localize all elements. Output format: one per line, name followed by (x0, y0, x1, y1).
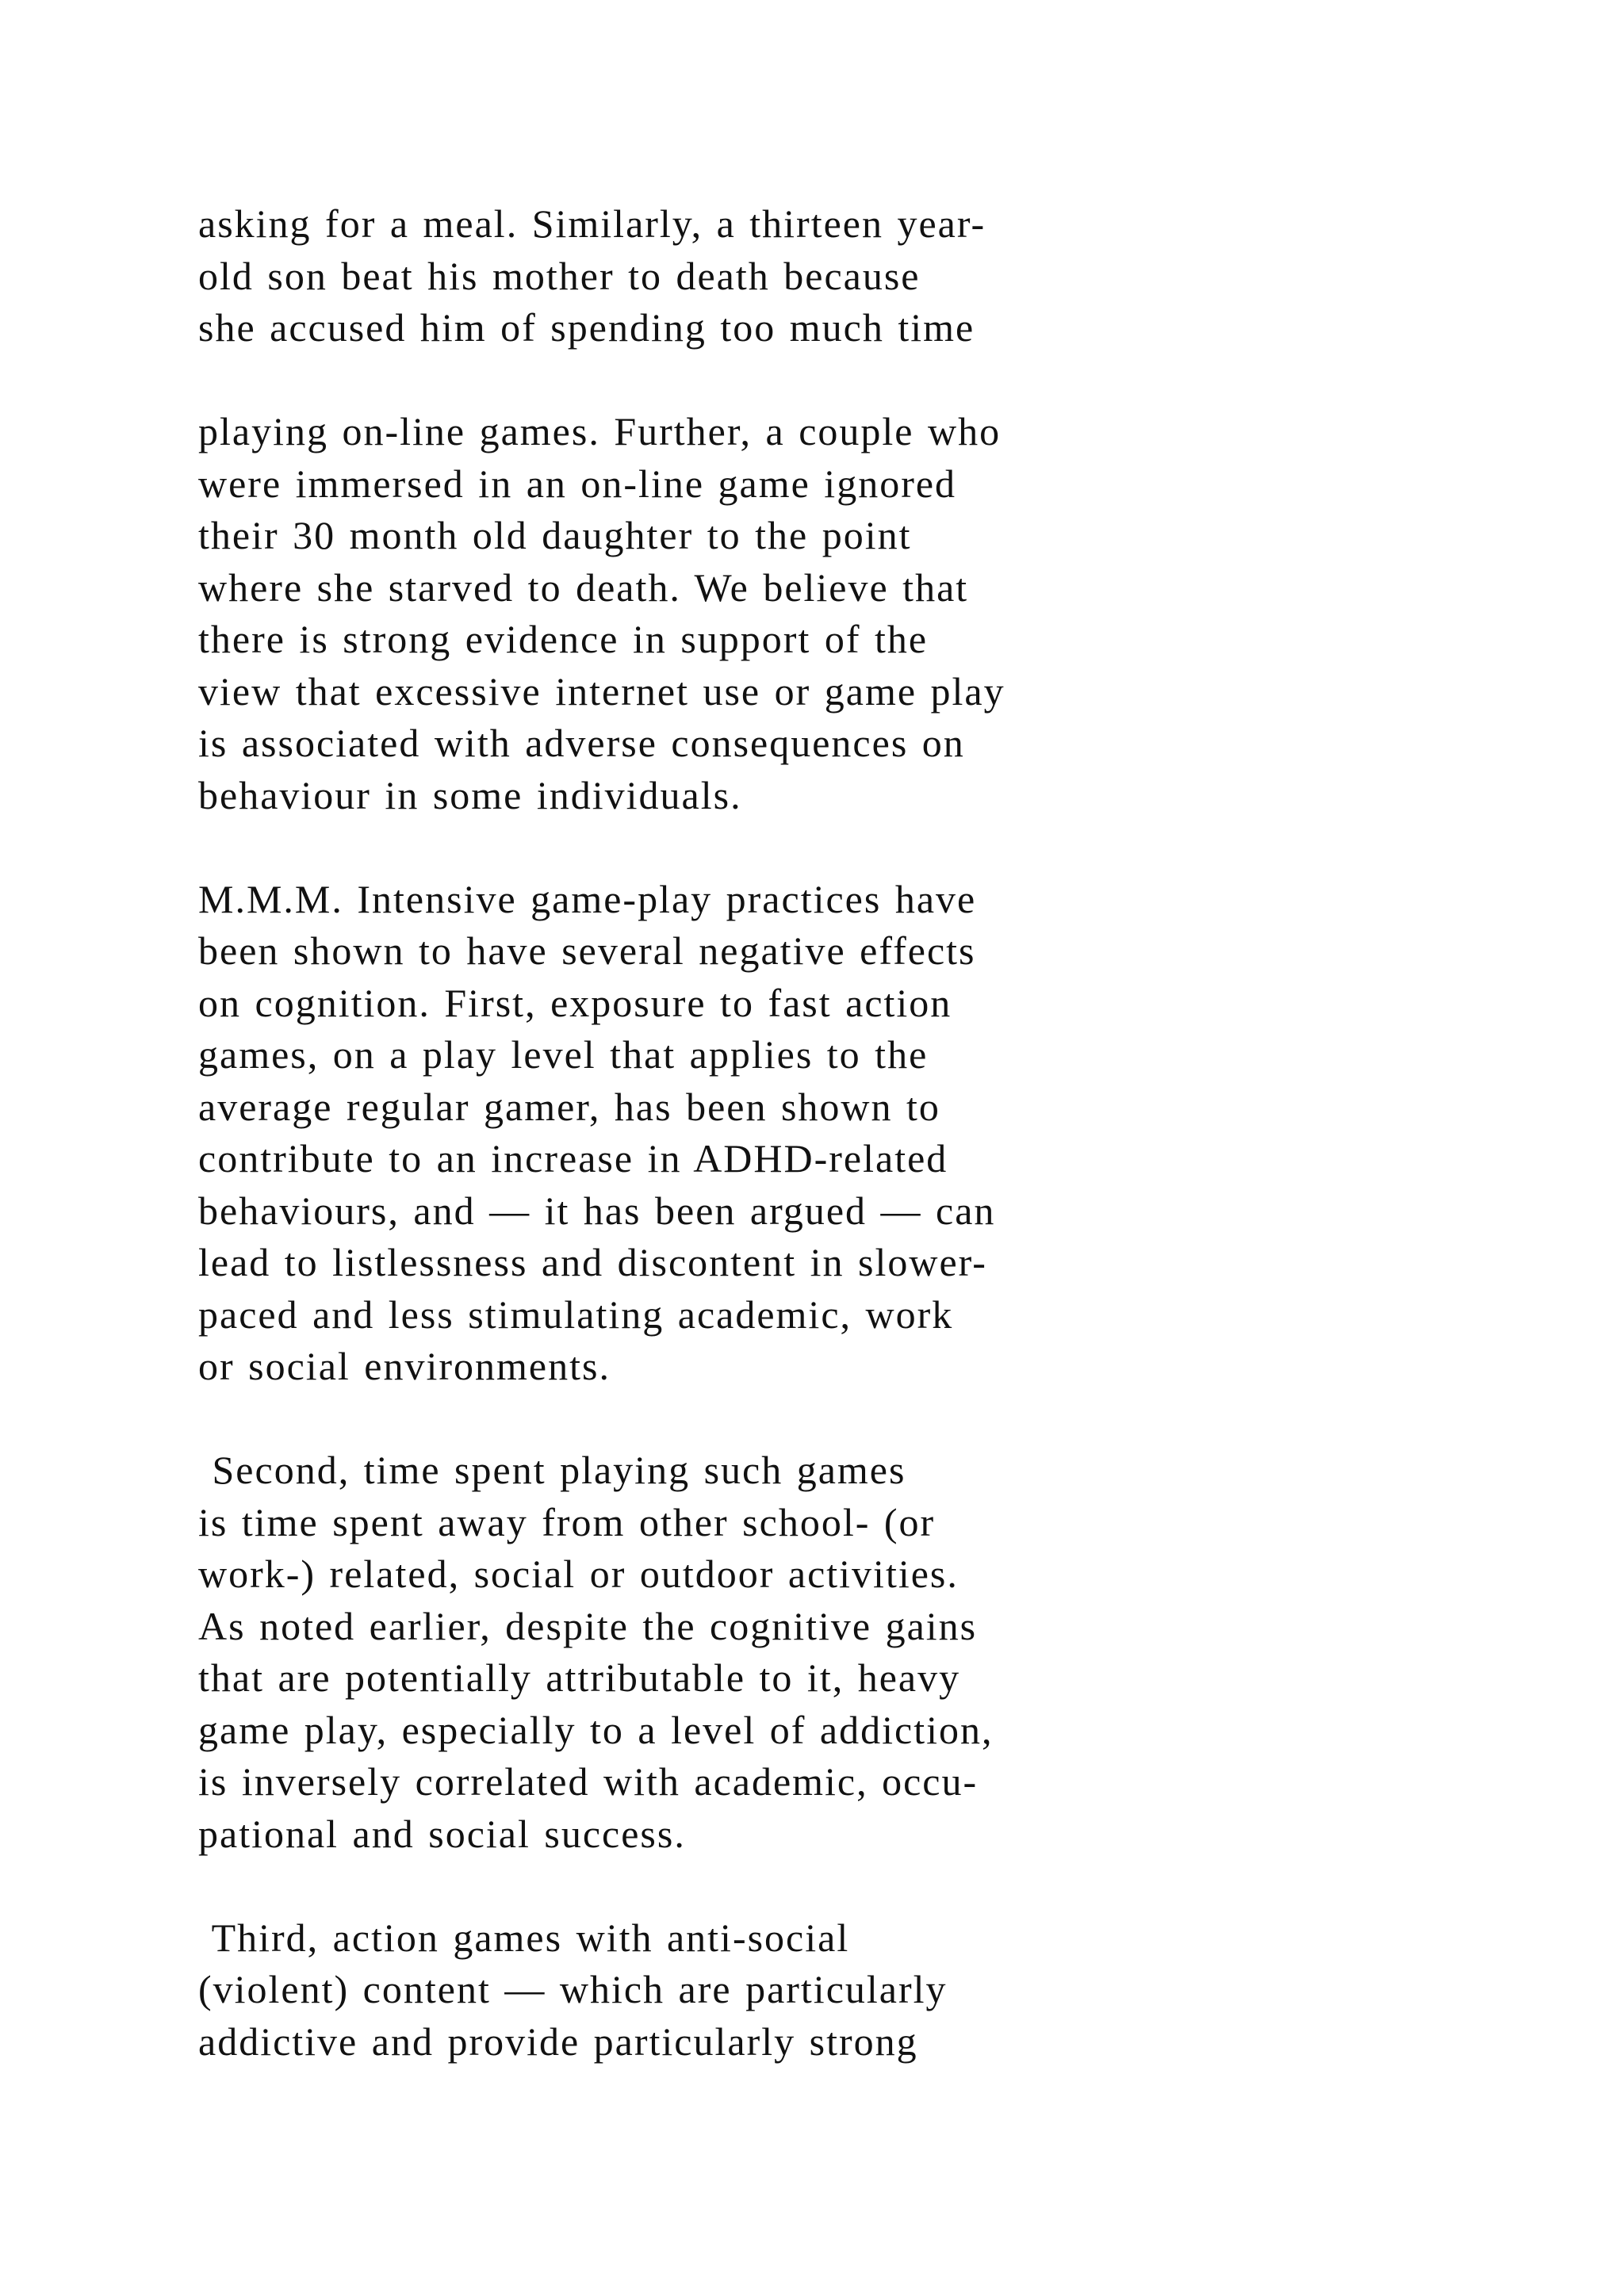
paragraph-gap (198, 354, 1348, 407)
text-line: view that excessive internet use or game play (198, 668, 1005, 714)
text-line: their 30 month old daughter to the point (198, 513, 912, 557)
text-line: were immersed in an on-line game ignored (198, 461, 957, 506)
text-line: M.M.M. Intensive game-play practices have (198, 876, 977, 921)
text-line: she accused him of spending too much time (198, 305, 975, 350)
paragraph (198, 406, 1348, 821)
text-line: old son beat his mother to death because (198, 253, 921, 298)
text-line: there is strong evidence in support of the (198, 617, 929, 661)
paragraph-gap (198, 1393, 1348, 1445)
paragraph (198, 1912, 1348, 2068)
text-line: where she starved to death. We believe that (198, 564, 969, 610)
text-line: As noted earlier, despite the cognitive gains (198, 1603, 978, 1648)
text-line: addictive and provide particularly strong (198, 2019, 918, 2064)
paragraph (198, 1445, 1348, 1860)
text-line: been shown to have several negative effects (198, 928, 976, 973)
text-line: behaviour in some individuals. (198, 772, 742, 817)
text-line: work-) related, social or outdoor activities. (198, 1552, 959, 1596)
text-line: that are potentially attributable to it, heavy (198, 1655, 961, 1700)
paragraph (198, 874, 1348, 1393)
text-line: or social environments. (198, 1344, 611, 1388)
paragraph-gap (198, 821, 1348, 874)
text-line: pational and social success. (198, 1811, 686, 1856)
text-line: Second, time spent playing such games (198, 1448, 906, 1492)
text-line: paced and less stimulating academic, work (198, 1292, 954, 1337)
text-line: lead to listlessness and discontent in slower- (198, 1240, 987, 1284)
text-line: on cognition. First, exposure to fast action (198, 980, 952, 1025)
text-line: contribute to an increase in ADHD-related (198, 1136, 948, 1181)
text-line: games, on a play level that applies to the (198, 1032, 929, 1077)
text-line: behaviours, and — it has been argued — can (198, 1188, 996, 1233)
text-line: is associated with adverse consequences on (198, 721, 965, 765)
body-text (198, 198, 1348, 2068)
text-line: playing on-line games. Further, a couple who (198, 409, 1002, 453)
paragraph-gap (198, 1860, 1348, 1912)
text-line: average regular gamer, has been shown to (198, 1084, 940, 1129)
text-line: Third, action games with anti-social (198, 1915, 850, 1960)
text-line: is inversely correlated with academic, occu- (198, 1759, 979, 1804)
text-line: asking for a meal. Similarly, a thirteen year- (198, 201, 986, 246)
text-line: game play, especially to a level of addiction, (198, 1707, 994, 1752)
text-line: is time spent away from other school- (or (198, 1499, 936, 1544)
paragraph (198, 198, 1348, 354)
text-line: (violent) content — which are particularly (198, 1967, 948, 2011)
